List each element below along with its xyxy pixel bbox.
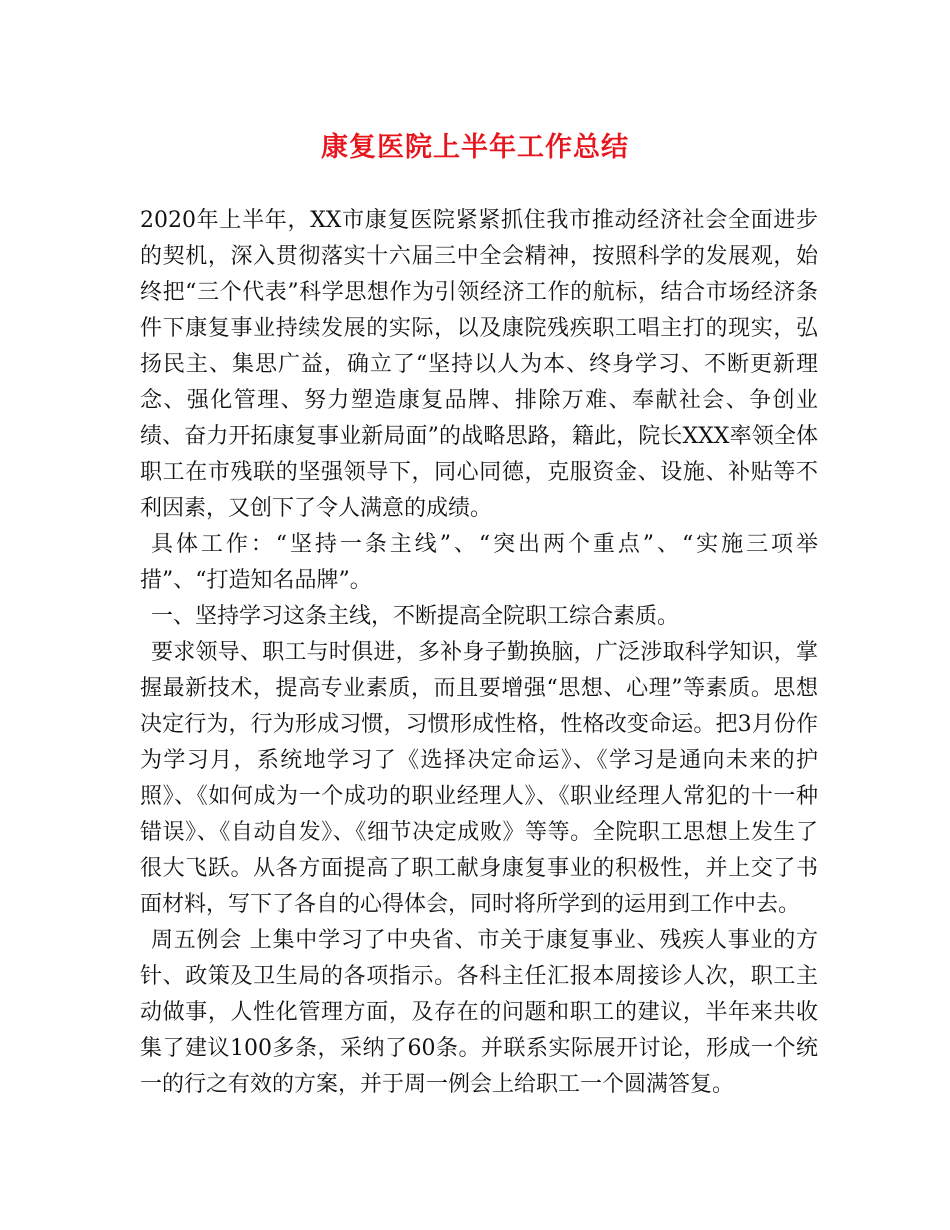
paragraph-study-requirements: 要求领导、职工与时俱进，多补身子勤换脑，广泛涉取科学知识，掌握最新技术，提高专业素质，而且要增强“思想、心理”等素质。思想决定行为，行为形成习惯，习惯形成性格，性格改变命运。把3月份作为学习月，系统地学习了《选择决定命运》、《学习是通向未来的护照》、《如何成为一个成功的职业经理人》、《职业经理人常犯的十一种错误》、《自动自发》、《细节决定成败》等等。全院职工思想上发生了很大飞跃。从各方面提高了职工献身康复事业的积极性，并上交了书面材料，写下了各自的心得体会，同时将所学到的运用到工作中去。 — [140, 640, 818, 917]
paragraph-section-one-heading: 一、坚持学习这条主线，不断提高全院职工综合素质。 — [151, 604, 680, 629]
paragraph-intro: 2020年上半年，XX市康复医院紧紧抓住我市推动经济社会全面进步的契机，深入贯彻落实十六届三中全会精神，按照科学的发展观，始终把“三个代表”科学思想作为引领经济工作的航标，结合市场经济条件下康复事业持续发展的实际，以及康院残疾职工唱主打的现实，弘扬民主、集思广益，确立了“坚持以人为本、终身学习、不断更新理念、强化管理、努力塑造康复品牌、排除万难、奉献社会、争创业绩、奋力开拓康复事业新局面”的战略思路，籍此，院长XXX率领全体职工在市残联的坚强领导下，同心同德，克服资金、设施、补贴等不利因素，又创下了令人满意的成绩。 — [140, 208, 818, 521]
paragraph-work-summary: 具体工作：“坚持一条主线”、“突出两个重点”、“实施三项举措”、“打造知名品牌”。 — [140, 532, 818, 593]
paragraph-friday-meeting: 周五例会 上集中学习了中央省、市关于康复事业、残疾人事业的方针、政策及卫生局的各项指示。各科主任汇报本周接诊人次，职工主动做事，人性化管理方面，及存在的问题和职工的建议，半年来共收集了建议100多条，采纳了60条。并联系实际展开讨论，形成一个统一的行之有效的方案，并于周一例会上给职工一个圆满答复。 — [140, 928, 818, 1097]
document-title: 康复医院上半年工作总结 — [321, 132, 629, 163]
document-body — [140, 203, 818, 1103]
